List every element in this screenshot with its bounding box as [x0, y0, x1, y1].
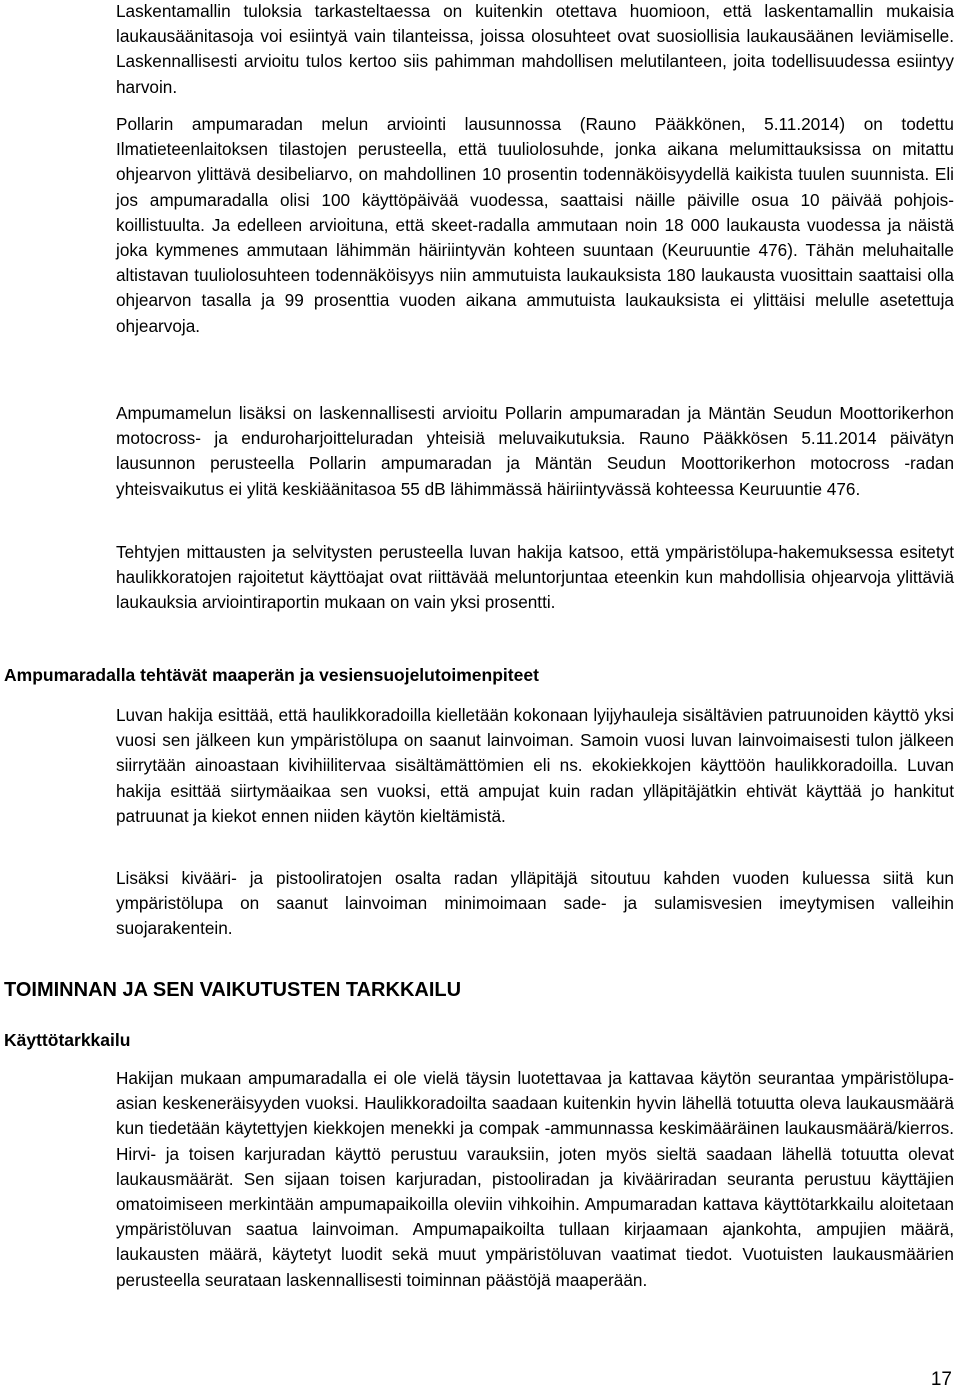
- section-heading-monitoring: TOIMINNAN JA SEN VAIKUTUSTEN TARKKAILU: [4, 979, 462, 1001]
- paragraph-rifle-ranges: Lisäksi kivääri- ja pistooliratojen osalta radan ylläpitäjä sitoutuu kahden vuoden kuluessa siitä kun ympäristölupa on saanut lainvoiman minimoimaan sade- ja sulamisvesien imeytymisen valleihin suojarakentein.: [116, 868, 954, 939]
- paragraph-usage-monitoring: Hakijan mukaan ampumaradalla ei ole vielä täysin luotettavaa ja kattavaa käytön seurantaa ympäristölupa-asian keskeneräisyyden vuoksi. Haulikkoradoilta saadaan kuitenkin hyvin lähellä totuutta oleva laukausmäärä kun tiedetään käytettyjen kiekkojen menekki ja compak -ammunnassa keskimääräinen laukausmäärä/kierros. Hirvi- ja toisen karjuradan käyttö perustuu varauksiin, joten myös sieltä saadaan lähellä totuutta olevat laukausmäärät. Sen sijaan toisen karjuradan, pistooliradan ja kivääriradan seuranta perustuu käyttäjien omatoimiseen merkintään ampumapaikoilla oleviin vihkoihin. Ampumaradan kattava käyttötarkkailu aloitetaan ympäristöluvan saatua lainvoiman. Ampumapaikoilta tullaan kirjaamaan ajankohta, ampujien määrä, laukausten määrä, käytetyt luodit sekä muut ympäristöluvan vaatimat tiedot. Vuotuisten laukausmäärien perusteella seurataan laskennallisesti toiminnan päästöjä maaperään.: [116, 1068, 954, 1290]
- paragraph-noise-model-results: Laskentamallin tuloksia tarkasteltaessa on kuitenkin otettava huomioon, että laskentamallin mukaisia laukausäänitasoja voi esiintyä vain tilanteissa, joissa olosuhteet ovat suosiollisia laukausäänen leviämiselle. Laskennallisesti arvioitu tulos kertoo siis pahimman mahdollisen melutilanteen, joita todellisuudessa esiintyy harvoin.: [116, 1, 954, 97]
- subsection-heading-usage-monitoring: Käyttötarkkailu: [4, 1030, 131, 1050]
- paragraph-combined-noise: Ampumamelun lisäksi on laskennallisesti arvioitu Pollarin ampumaradan ja Mäntän Seudun Moottorikerhon motocross- ja enduroharjoitteluradan yhteisiä meluvaikutuksia. Rauno Pääkkösen 5.11.2014 päivätyn lausunnon perusteella Pollarin ampumaradan ja Mäntän Seudun Moottorikerhon motocross -radan yhteisvaikutus ei ylitä keskiäänitasoa 55 dB lähimmässä häiriintyvässä kohteessa Keuruuntie 476.: [116, 403, 954, 499]
- paragraph-lead-shot-ban: Luvan hakija esittää, että haulikkoradoilla kielletään kokonaan lyijyhauleja sisältävien patruunoiden käyttö yksi vuosi sen jälkeen kun ympäristölupa on saanut lainvoiman. Samoin vuosi luvan lainvoimaisesti tulon jälkeen siirrytään ainoastaan kivihiilitervaa sisältämättömien eli ns. ekokiekkojen käyttöön haulikkoradoilla. Luvan hakija esittää siirtymäaikaa sen vuoksi, että ampujat kuin radan ylläpitäjätkin ehtivät käyttää jo hankitut patruunat ja kiekot ennen niiden käytön kieltämistä.: [116, 705, 954, 826]
- section-heading-soil-water-protection: Ampumaradalla tehtävät maaperän ja vesiensuojelutoimenpiteet: [4, 665, 539, 685]
- paragraph-conclusion: Tehtyjen mittausten ja selvitysten perusteella luvan hakija katsoo, että ympäristölupa-hakemuksessa esitetyt haulikkoratojen rajoitetut käyttöajat ovat riittävää meluntorjuntaa eteenkin kun mahdollisia ohjearvoja ylittäviä laukauksia arviointiraportin mukaan on vain yksi prosentti.: [116, 542, 954, 613]
- page-number: 17: [930, 1369, 952, 1390]
- paragraph-wind-conditions: Pollarin ampumaradan melun arviointi lausunnossa (Rauno Pääkkönen, 5.11.2014) on todettu Ilmatieteenlaitoksen tilastojen perusteella, että tuuliolosuhde, jonka aikana melumittauksissa on mitattu ohjearvon ylittävä desibeliarvo, on mahdollinen 10 prosentin todennäköisyydellä kaikista tuulen suunnista. Eli jos ampumaradalla olisi 100 käyttöpäivää vuodessa, saattaisi näille päiville osua 10 päivää pohjois-koillistuulta. Ja edelleen arvioituna, että skeet-radalla ammutaan noin 18 000 laukausta vuodessa ja näistä joka kymmenes ammutaan lähimmän häiriintyvän kohteen suuntaan (Keuruuntie 476). Tähän meluhaitalle altistavan tuuliolosuhteen todennäköisyys niin ammutuista laukauksista 180 laukausta vuosittain saattaisi olla ohjearvon tasalla ja 99 prosenttia vuoden aikana ammutuista laukauksista ei ylittäisi melulle asetettuja ohjearvoja.: [116, 114, 954, 336]
